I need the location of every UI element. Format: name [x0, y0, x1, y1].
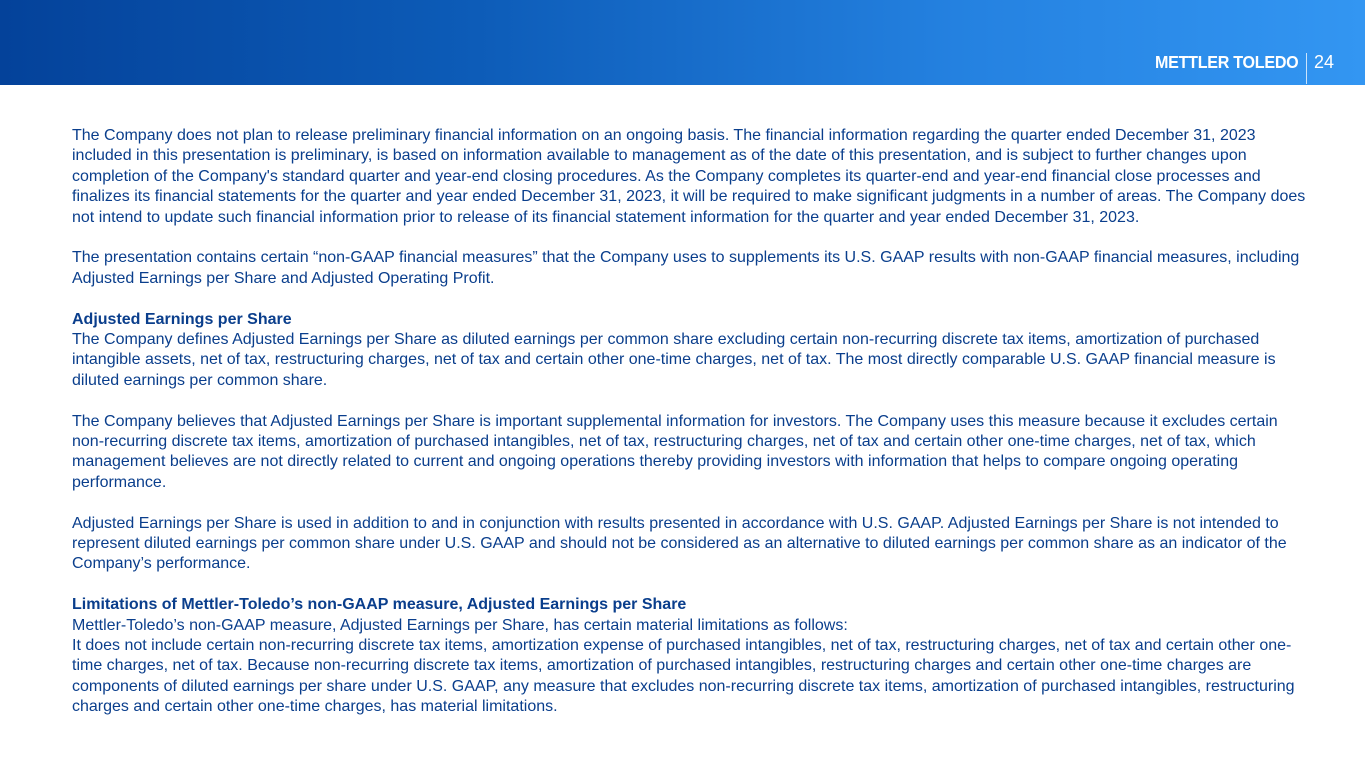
limitations-detail: It does not include certain non-recurring discrete tax items, amortization expense of purchased intangibles, net of tax, restructuring charges, net of tax and certain other one-time charges, net of tax. Because non-recurring discrete tax items, amortization of purchased intangibles, restructuring charges and certain other one-time charges are components of diluted earnings per share under U.S. GAAP, any measure that excludes non-recurring discrete tax items, amortization of purchased intangibles, restructuring charges and certain other one-time charges, has material limitations.: [72, 637, 1295, 716]
header-bar: [0, 0, 1365, 85]
logo-divider: [1306, 53, 1307, 84]
preliminary-info-paragraph: The Company does not plan to release preliminary financial information on an ongoing basis. The financial information regarding the quarter ended December 31, 2023 included in this presentation is preliminary, is based on information available to management as of the date of this presentation, and is subject to further changes upon completion of the Company's standard quarter and year-end closing procedures. As the Company completes its quarter-end and year-end financial close processes and finalizes its financial statements for the quarter and year ended December 31, 2023, it will be required to make significant judgments in a number of areas. The Company does not intend to update such financial information prior to release of its financial statement information for the quarter and year ended December 31, 2023.: [72, 127, 1306, 226]
limitations-heading: Limitations of Mettler-Toledo’s non-GAAP measure, Adjusted Earnings per Share: [72, 596, 687, 614]
mettler-toledo-logo: METTLER TOLEDO: [1155, 52, 1299, 72]
adjusted-eps-definition: The Company defines Adjusted Earnings per Share as diluted earnings per common share excluding certain non-recurring discrete tax items, amortization of purchased intangible assets, net of tax, restructuring charges, net of tax and certain other one-time charges, net of tax. The most directly comparable U.S. GAAP financial measure is diluted earnings per common share.: [72, 331, 1276, 389]
page-number: 24: [1314, 52, 1335, 72]
limitations-section: [72, 595, 1307, 717]
disclaimer-body: [72, 126, 1307, 718]
adjusted-eps-section: [72, 310, 1307, 392]
non-gaap-intro-paragraph: The presentation contains certain “non-GAAP financial measures” that the Company uses to supplements its U.S. GAAP results with non-GAAP financial measures, including Adjusted Earnings per Share and Adjusted Operating Profit.: [72, 249, 1300, 287]
adjusted-eps-usage-paragraph: Adjusted Earnings per Share is used in addition to and in conjunction with results presented in accordance with U.S. GAAP. Adjusted Earnings per Share is not intended to represent diluted earnings per common share under U.S. GAAP and should not be considered as an alternative to diluted earnings per common share as an indicator of the Company’s performance.: [72, 514, 1287, 573]
adjusted-eps-importance-paragraph: The Company believes that Adjusted Earnings per Share is important supplemental information for investors. The Company uses this measure because it excludes certain non-recurring discrete tax items, amortization of purchased intangibles, net of tax, restructuring charges, net of tax and certain other one-time charges, net of tax, which management believes are not directly related to current and ongoing operations thereby providing investors with information that helps to compare ongoing operating performance.: [72, 412, 1278, 491]
adjusted-eps-heading: Adjusted Earnings per Share: [72, 310, 292, 328]
limitations-intro: Mettler-Toledo’s non-GAAP measure, Adjusted Earnings per Share, has certain material limitations as follows:: [72, 616, 848, 634]
